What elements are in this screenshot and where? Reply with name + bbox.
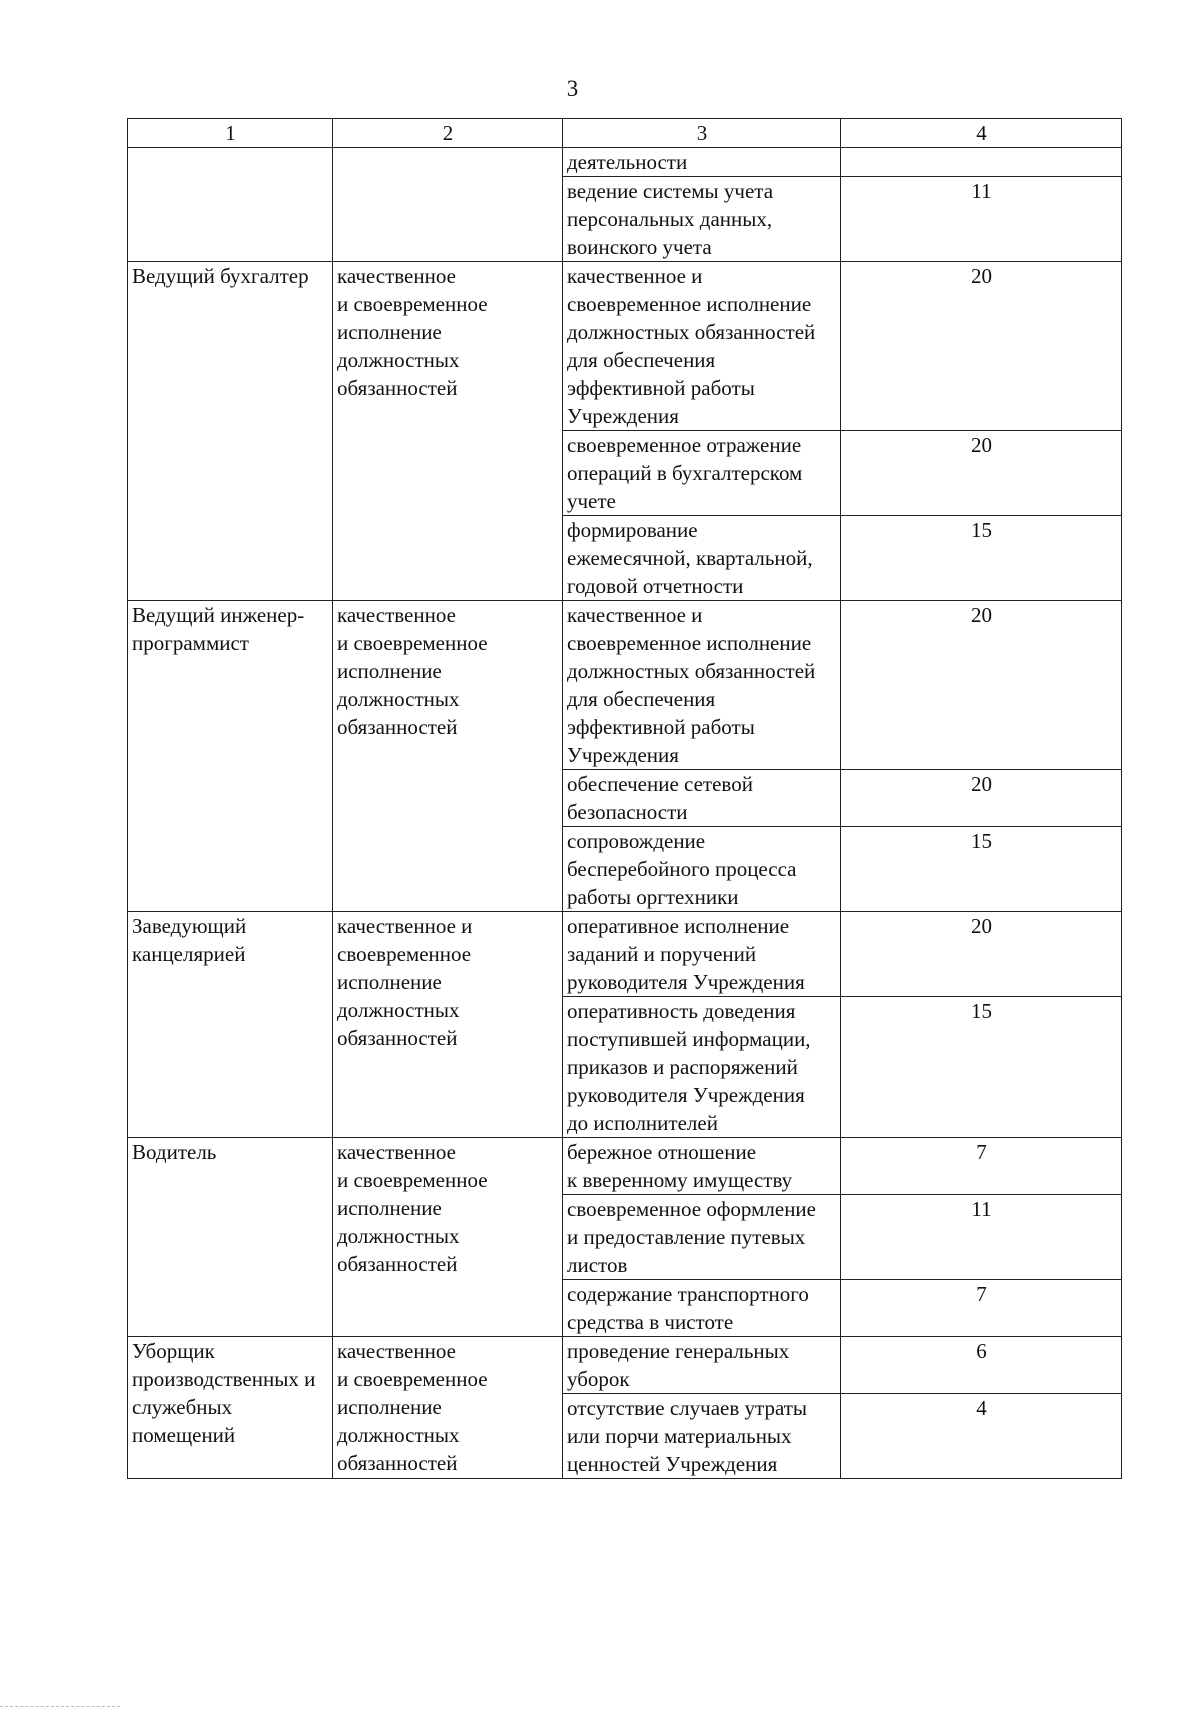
indicator-cell: бережное отношение к вверенному имуществу <box>563 1138 841 1195</box>
page-number: 3 <box>566 76 579 101</box>
indicator-cell: качественное и своевременное исполнение должностных обязанностей для обеспечения эффективной работы Учреждения <box>563 262 841 431</box>
value-cell: 11 <box>841 177 1122 262</box>
criteria-table <box>127 118 1122 1479</box>
indicator-cell: проведение генеральных уборок <box>563 1337 841 1394</box>
indicator-cell: деятельности <box>563 148 841 177</box>
header-cell-2: 2 <box>333 119 563 148</box>
criterion-cell: качественное и своевременное исполнение должностных обязанностей <box>333 1337 563 1479</box>
indicator-cell: содержание транспортного средства в чистоте <box>563 1280 841 1337</box>
value-cell: 15 <box>841 516 1122 601</box>
indicator-cell: оперативное исполнение заданий и поручений руководителя Учреждения <box>563 912 841 997</box>
indicator-cell: своевременное отражение операций в бухгалтерском учете <box>563 431 841 516</box>
value-cell: 11 <box>841 1195 1122 1280</box>
position-cell: Заведующий канцелярией <box>128 912 333 1138</box>
indicator-cell: ведение системы учета персональных данных, воинского учета <box>563 177 841 262</box>
indicator-cell: своевременное оформление и предоставление путевых листов <box>563 1195 841 1280</box>
value-cell: 7 <box>841 1280 1122 1337</box>
header-cell-4: 4 <box>841 119 1122 148</box>
header-cell-3: 3 <box>563 119 841 148</box>
position-cell: Уборщик производственных и служебных помещений <box>128 1337 333 1479</box>
position-cell-empty <box>128 148 333 262</box>
value-cell: 15 <box>841 997 1122 1138</box>
value-cell: 6 <box>841 1337 1122 1394</box>
position-cell: Ведущий инженер- программист <box>128 601 333 912</box>
value-cell: 20 <box>841 770 1122 827</box>
value-cell: 20 <box>841 262 1122 431</box>
value-cell: 7 <box>841 1138 1122 1195</box>
value-cell: 4 <box>841 1394 1122 1479</box>
position-cell: Ведущий бухгалтер <box>128 262 333 601</box>
table-row <box>128 601 1122 770</box>
indicator-cell: обеспечение сетевой безопасности <box>563 770 841 827</box>
criterion-cell: качественное и своевременное исполнение должностных обязанностей <box>333 912 563 1138</box>
table-row <box>128 912 1122 997</box>
indicator-cell: формирование ежемесячной, квартальной, годовой отчетности <box>563 516 841 601</box>
indicator-cell: отсутствие случаев утраты или порчи материальных ценностей Учреждения <box>563 1394 841 1479</box>
criterion-cell: качественное и своевременное исполнение должностных обязанностей <box>333 1138 563 1337</box>
table-header-row <box>128 119 1122 148</box>
indicator-cell: качественное и своевременное исполнение должностных обязанностей для обеспечения эффективной работы Учреждения <box>563 601 841 770</box>
position-cell: Водитель <box>128 1138 333 1337</box>
value-cell: 20 <box>841 601 1122 770</box>
indicator-cell: оперативность доведения поступившей информации, приказов и распоряжений руководителя Учреждения до исполнителей <box>563 997 841 1138</box>
indicator-cell: сопровождение бесперебойного процесса работы оргтехники <box>563 827 841 912</box>
criterion-cell: качественное и своевременное исполнение должностных обязанностей <box>333 601 563 912</box>
value-cell: 20 <box>841 912 1122 997</box>
value-cell: 15 <box>841 827 1122 912</box>
header-cell-1: 1 <box>128 119 333 148</box>
scan-artifact-line <box>0 1706 120 1708</box>
table-row <box>128 262 1122 431</box>
criterion-cell-empty <box>333 148 563 262</box>
value-cell <box>841 148 1122 177</box>
table-row <box>128 1337 1122 1394</box>
criterion-cell: качественное и своевременное исполнение должностных обязанностей <box>333 262 563 601</box>
value-cell: 20 <box>841 431 1122 516</box>
table-row <box>128 148 1122 177</box>
table-row <box>128 1138 1122 1195</box>
